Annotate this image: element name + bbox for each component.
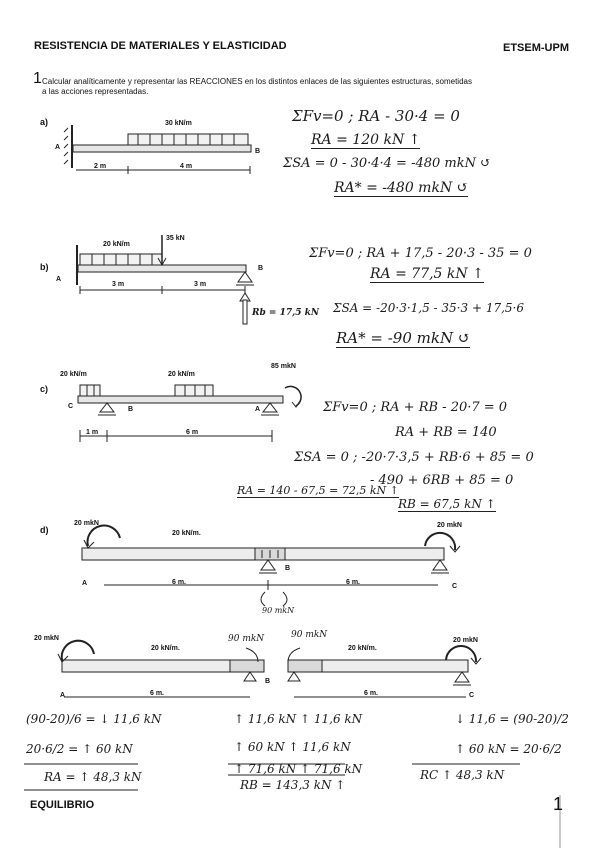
- c-sol6: RB = 67,5 kN ↑: [398, 497, 496, 511]
- d2-left-sol2: 20·6/2 = ↑ 60 kN: [26, 742, 133, 756]
- b-point-b: B: [258, 265, 264, 272]
- c-beam: [78, 396, 283, 403]
- d2-left-sol3: RA = ↑ 48,3 kN: [44, 770, 142, 784]
- b-point-a: A: [56, 276, 62, 283]
- b-sol1: ΣFv=0 ; RA + 17,5 - 20·3 - 35 = 0: [309, 246, 532, 261]
- d-support-b: [261, 560, 275, 570]
- a-sol4: RA* = -480 mkN ↺: [334, 180, 469, 196]
- d2-right-sol3: RC ↑ 48,3 kN: [420, 768, 505, 782]
- c-sol3: ΣSA = 0 ; -20·7·3,5 + RB·6 + 85 = 0: [294, 450, 534, 465]
- c-point-b: B: [128, 406, 134, 413]
- d2-point-a: A: [60, 692, 66, 699]
- part-a-label: a): [40, 117, 49, 127]
- c-load1-label: 20 kN/m: [60, 371, 87, 378]
- c-dim2: 6 m: [186, 429, 199, 436]
- b-sol2: RA = 77,5 kN ↑: [370, 266, 484, 282]
- a-point-a: A: [55, 144, 61, 151]
- d2-support-c: [455, 672, 469, 682]
- d2-mid-sol4: RB = 143,3 kN ↑: [240, 778, 346, 792]
- c-point-c: C: [68, 403, 74, 410]
- d2-point-c: C: [469, 692, 475, 699]
- b-roller-support: [238, 272, 252, 282]
- d-mid-moment-label: 90 mkN: [262, 606, 295, 615]
- a-dim1: 2 m: [94, 163, 107, 170]
- d2-m1-label: 90 mkN: [228, 634, 265, 644]
- d-load-label: 20 kN/m.: [172, 530, 201, 537]
- c-sol2: RA + RB = 140: [395, 425, 497, 440]
- d-dim2: 6 m.: [346, 579, 361, 586]
- d-mid-moment-arrow-r: [283, 592, 287, 606]
- b-rb: Rb = 17,5 kN: [252, 308, 320, 318]
- footer-section: EQUILIBRIO: [30, 799, 95, 811]
- b-beam: [78, 265, 246, 272]
- problem-number: 1: [33, 70, 42, 87]
- d2-mid-sol2: ↑ 60 kN ↑ 11,6 kN: [234, 740, 351, 754]
- a-sol2: RA = 120 kN ↑: [311, 132, 421, 148]
- d2-point-b: B: [265, 678, 271, 685]
- d2-load1-label: 20 kN/m.: [151, 645, 180, 652]
- d-dim1: 6 m.: [172, 579, 187, 586]
- b-sol4: RA* = -90 mkN ↺: [336, 329, 471, 347]
- d2-load2-label: 20 kN/m.: [348, 645, 377, 652]
- d2-dim2: 6 m.: [364, 690, 379, 697]
- a-sol3: ΣSA = 0 - 30·4·4 = -480 mkN ↺: [283, 156, 492, 171]
- c-load2-label: 20 kN/m: [168, 371, 195, 378]
- d-mid-moment-arrow-l: [261, 592, 265, 606]
- c-moment-label: 85 mkN: [271, 363, 296, 370]
- a-load-label: 30 kN/m: [165, 120, 192, 127]
- a-sol1: ΣFv=0 ; RA - 30·4 = 0: [292, 107, 460, 125]
- c-sol5: RA = 140 - 67,5 = 72,5 kN ↑: [237, 484, 399, 497]
- d2-right-sol2: ↑ 60 kN = 20·6/2: [455, 742, 562, 756]
- c-sol1: ΣFv=0 ; RA + RB - 20·7 = 0: [323, 400, 508, 415]
- d2-dim1: 6 m.: [150, 690, 165, 697]
- problem-statement-2: a las acciones representadas.: [42, 87, 149, 96]
- c-sol4: - 490 + 6RB + 85 = 0: [370, 473, 514, 488]
- b-dim1: 3 m: [112, 281, 125, 288]
- b-dim2: 3 m: [194, 281, 207, 288]
- d2-mid-sol1: ↑ 11,6 kN ↑ 11,6 kN: [234, 712, 363, 726]
- c-distributed-load: [175, 385, 213, 396]
- d2-moment-left-label: 20 mkN: [34, 635, 59, 642]
- d2-m2-label: 90 mkN: [291, 630, 328, 640]
- c-dim1: 1 m: [86, 429, 99, 436]
- part-d-label: d): [40, 525, 49, 535]
- b-load-label: 20 kN/m: [103, 241, 130, 248]
- part-c-label: c): [40, 384, 49, 394]
- d-moment-left-label: 20 mkN: [74, 520, 99, 527]
- header-title: RESISTENCIA DE MATERIALES Y ELASTICIDAD: [34, 40, 287, 52]
- a-distributed-load: [128, 134, 248, 145]
- a-dim2: 4 m: [180, 163, 193, 170]
- c-support-a: [263, 403, 277, 412]
- a-point-b: B: [255, 148, 261, 155]
- a-beam: [73, 145, 251, 152]
- d2-right-sol1: ↓ 11,6 = (90-20)/2: [455, 712, 569, 726]
- c-support-b: [100, 403, 114, 412]
- page-number: 1: [553, 794, 564, 814]
- d-point-b: B: [285, 565, 291, 572]
- b-point-load-label: 35 kN: [166, 235, 185, 242]
- d-point-a: A: [82, 580, 88, 587]
- d2-mid-sol3: ↑ 71,6 kN ↑ 71,6 kN: [234, 762, 363, 776]
- d2-moment-right-label: 20 mkN: [453, 637, 478, 644]
- problem-statement-1: Calcular analíticamente y representar las REACCIONES en los distintos enlaces de las siguientes estructuras, sometidas: [42, 77, 472, 86]
- d-support-c: [433, 560, 447, 570]
- d-moment-right-label: 20 mkN: [437, 522, 462, 529]
- d-point-c: C: [452, 583, 458, 590]
- c-point-a: A: [255, 406, 261, 413]
- header-institution: ETSEM-UPM: [503, 42, 569, 54]
- part-b-label: b): [40, 262, 49, 272]
- b-sol3: ΣSA = -20·3·1,5 - 35·3 + 17,5·6: [333, 301, 524, 315]
- d2-left-sol1: (90-20)/6 = ↓ 11,6 kN: [26, 712, 162, 726]
